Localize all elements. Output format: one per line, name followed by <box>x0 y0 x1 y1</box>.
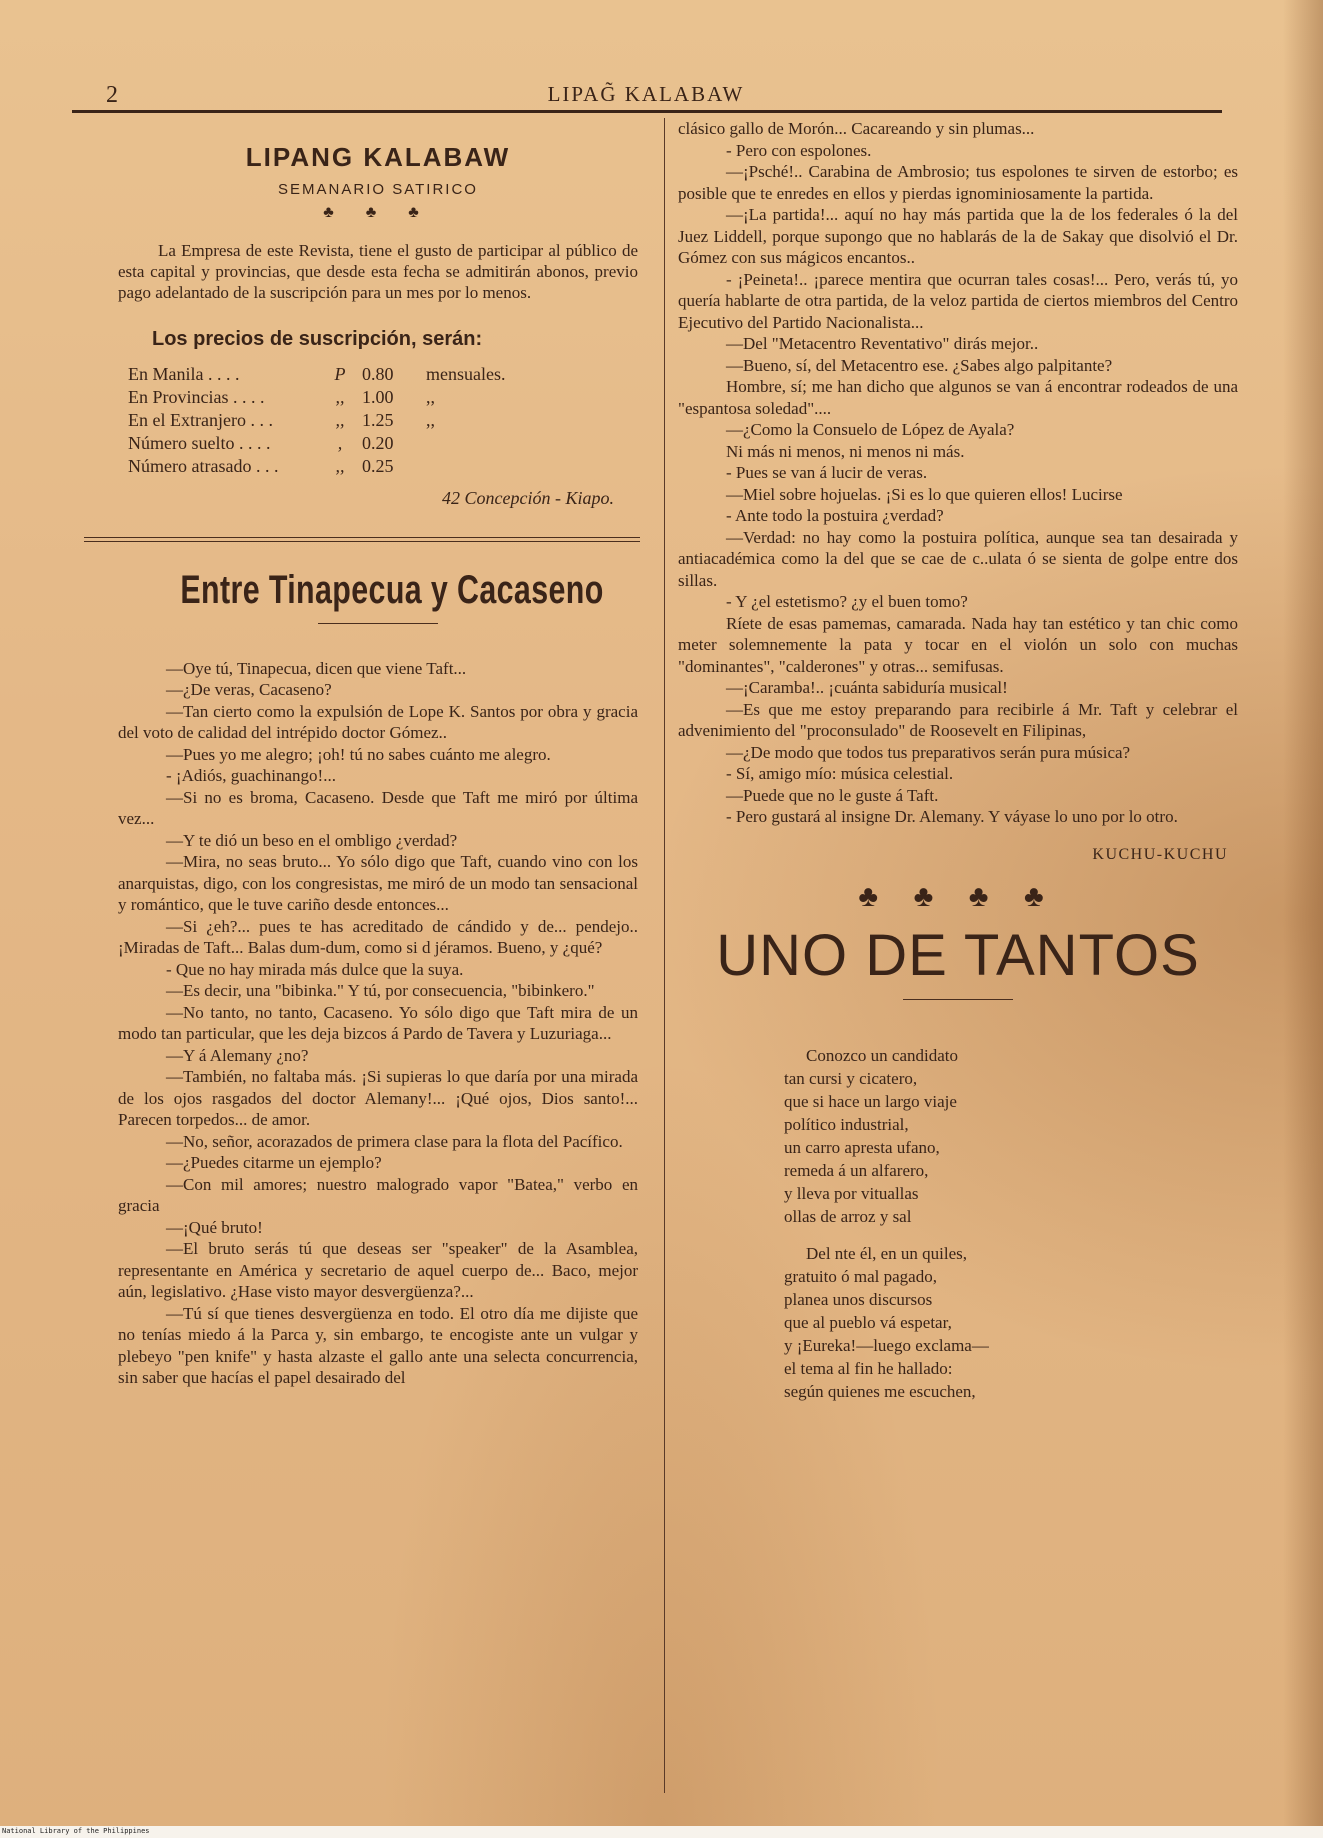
price-currency: ,, <box>335 455 345 476</box>
price-note <box>426 455 505 478</box>
price-row <box>128 455 505 478</box>
masthead-subtitle: SEMANARIO SATIRICO <box>278 181 478 198</box>
dialog-paragraph: —Si no es broma, Cacaseno. Desde que Taft me miró por última vez... <box>118 787 638 829</box>
price-row <box>128 409 505 432</box>
column-divider <box>664 118 665 1793</box>
dialog-paragraph: —Y á Alemany ¿no? <box>166 1045 309 1065</box>
price-currency: P <box>334 363 346 384</box>
dialog-paragraph: —Es decir, una "bibinka." Y tú, por consecuencia, "bibinkero." <box>166 981 595 1001</box>
poem-title: UNO DE TANTOS <box>716 922 1200 988</box>
dialog-paragraph: —¡Caramba!.. ¡cuánta sabiduría musical! <box>726 678 1008 697</box>
poem-line: que si hace un largo viaje <box>784 1091 957 1111</box>
dialog-paragraph: —Y te dió un beso en el ombligo ¿verdad? <box>166 830 458 850</box>
poem-line: Conozco un candidato <box>806 1045 959 1065</box>
dialog-paragraph: —¿Como la Consuelo de López de Ayala? <box>726 420 1015 439</box>
title-rule <box>318 623 438 624</box>
footer-strip <box>0 1826 1323 1838</box>
price-label: Número suelto . . . . <box>128 432 271 453</box>
price-amount: 0.80 <box>362 363 394 384</box>
dialog-paragraph: —Tan cierto como la expulsión de Lope K. Santos por obra y gracia del voto de calidad del intrépido doctor Gómez.. <box>118 701 638 743</box>
price-row <box>128 432 505 455</box>
article-body <box>118 658 638 1389</box>
dialog-paragraph: - Pero gustará al insigne Dr. Alemany. Y váyase lo uno por lo otro. <box>726 807 1178 826</box>
dialog-paragraph: —Si ¿eh?... pues te has acreditado de cándido y de... pendejo.. ¡Miradas de Taft... Balas dum-dum, como si d jéramos. Bueno, y ¿qué? <box>118 916 638 958</box>
dialog-paragraph: —No tanto, no tanto, Cacaseno. Yo sólo digo que Taft mira de un modo tan particular, que les deja bizcos á Pardo de Tavera y Luzuriaga... <box>118 1002 638 1044</box>
running-title: LIPAG̃ KALABAW <box>547 82 745 106</box>
poem-line: Del nte él, en un quiles, <box>806 1243 967 1263</box>
dialog-paragraph: —Miel sobre hojuelas. ¡Si es lo que quieren ellos! Lucirse <box>726 484 1123 504</box>
price-label: En el Extranjero . . . <box>128 409 273 430</box>
article-body-continued <box>678 118 1238 828</box>
price-row <box>128 363 505 386</box>
page-number: 2 <box>106 82 118 108</box>
poem-line: y ¡Eureka!—luego exclama— <box>784 1335 989 1355</box>
intro-paragraph: La Empresa de este Revista, tiene el gusto de participar al público de esta capital y provincias, que desde esta fecha se admitirán abonos, previo pago adelantado de la suscripción para un mes por lo menos. <box>118 241 638 303</box>
dialog-paragraph: —Puede que no le guste á Taft. <box>726 785 939 805</box>
poem-line: remeda á un alfarero, <box>784 1160 929 1180</box>
poem-title-rule <box>903 999 1013 1000</box>
right-column <box>678 118 1238 1417</box>
price-label: En Manila . . . . <box>128 363 240 384</box>
poem-line: según quienes me escuchen, <box>784 1381 976 1401</box>
masthead-title: LIPANG KALABAW <box>245 142 511 172</box>
poem-line: que al pueblo vá espetar, <box>784 1312 952 1332</box>
price-label: En Provincias . . . . <box>128 386 265 407</box>
poem-body <box>784 1044 1238 1403</box>
poem-line: un carro apresta ufano, <box>784 1137 940 1157</box>
prices-heading: Los precios de suscripción, serán: <box>152 327 483 350</box>
page-edge-stain <box>1283 0 1323 1838</box>
dialog-paragraph: —¡La partida!... aquí no hay más partida que la de los federales ó la del Juez Liddell, porque supongo que no hablarás de la de Sakay que disolvió el Dr. Gómez con sus mágicos encantos.. <box>678 205 1238 267</box>
prices-table <box>128 363 505 478</box>
section-separator <box>84 537 640 542</box>
dialog-paragraph: - Y ¿el estetismo? ¿y el buen tomo? <box>726 592 968 611</box>
dialog-paragraph: —Tú sí que tienes desvergüenza en todo. El otro día me dijiste que no tenías miedo á la Parca y, sin embargo, te encogiste ante un vulgar y plebeyo "pen knife" y hasta alzaste el gallo ante una selecta concurrencia, sin saber que hacías el papel desairado del <box>118 1303 638 1388</box>
price-currency: ,, <box>335 386 345 407</box>
poem-line: político industrial, <box>784 1114 909 1134</box>
poem-stanza <box>784 1044 1238 1228</box>
price-amount: 0.25 <box>362 455 394 476</box>
dialog-paragraph: —Mira, no seas bruto... Yo sólo digo que Taft, cuando vino con los anarquistas, digo, con los congresistas, me miró de un modo tan sensacional y romántico, que le tuve cariño desde entonces... <box>118 852 638 915</box>
price-amount: 0.20 <box>362 432 394 453</box>
article-title: Entre Tinapecua y Cacaseno <box>180 567 604 612</box>
dialog-paragraph: —Con mil amores; nuestro malogrado vapor "Batea," verbo en gracia <box>118 1174 638 1216</box>
dialog-paragraph: clásico gallo de Morón... Cacareando y sin plumas... <box>678 119 1035 138</box>
dialog-paragraph: - Que no hay mirada más dulce que la suya. <box>166 959 464 979</box>
dialog-paragraph: —También, no faltaba más. ¡Si supieras lo que daría por una mirada de los ojos rasgados del doctor Alemany!... ¡Qué ojos, Dios santo!... Parecen torpedos... de amor. <box>118 1067 638 1130</box>
poem-line: planea unos discursos <box>784 1289 933 1309</box>
dialog-paragraph: —No, señor, acorazados de primera clase para la flota del Pacífico. <box>166 1131 623 1151</box>
dialog-paragraph: —Verdad: no hay como la postuira política, aunque sea tan desairada y antiacadémica como la del que se cae de c..ulata ó se sienta de golpe entre dos sillas. <box>678 527 1238 590</box>
dialog-paragraph: - Sí, amigo mío: música celestial. <box>726 764 954 783</box>
dialog-paragraph: - Pero con espolones. <box>726 140 872 160</box>
price-label: Número atrasado . . . <box>128 455 279 476</box>
dialog-paragraph: Hombre, sí; me han dicho que algunos se van á encontrar rodeados de una "espantosa soledad".... <box>678 377 1238 418</box>
dialog-paragraph: - Ante todo la postuira ¿verdad? <box>726 506 944 525</box>
masthead-ornament-icon: ♣ ♣ ♣ <box>323 204 433 221</box>
price-amount: 1.25 <box>362 409 394 430</box>
poem-line: el tema al fin he hallado: <box>784 1358 953 1378</box>
dialog-paragraph: —¿De modo que todos tus preparativos serán pura música? <box>726 742 1131 762</box>
dialog-paragraph: —¡Psché!.. Carabina de Ambrosio; tus espolones te sirven de estorbo; es posible que te enredes en ellos y pierdas ignominiosamente la partida. <box>678 162 1238 203</box>
price-amount: 1.00 <box>362 386 394 407</box>
price-currency: , <box>337 432 343 453</box>
dialog-paragraph: —Del "Metacentro Reventativo" dirás mejor.. <box>726 334 1039 353</box>
address-line: 42 Concepción - Kiapo. <box>442 487 614 508</box>
poem-line: tan cursi y cicatero, <box>784 1068 918 1088</box>
dialog-paragraph: Ríete de esas pamemas, camarada. Nada hay tan estético y tan chic como meter solemnemente la pata y tocar en el violón un solo con muchas "dominantes", "calderones" y otras... semifusas. <box>678 613 1238 676</box>
dialog-paragraph: Ni más ni menos, ni menos ni más. <box>726 441 965 461</box>
dialog-paragraph: —Pues yo me alegro; ¡oh! tú no sabes cuánto me alegro. <box>166 744 551 764</box>
price-row <box>128 386 505 409</box>
price-note <box>426 432 505 455</box>
dialog-paragraph: - ¡Adiós, guachinango!... <box>166 766 336 786</box>
left-column <box>118 118 638 1389</box>
ornament-icon: ♣ ♣ ♣ ♣ <box>858 879 1058 913</box>
price-currency: ,, <box>335 409 345 430</box>
dialog-paragraph: —¿De veras, Cacaseno? <box>166 680 332 700</box>
price-note: ,, <box>426 409 435 430</box>
dialog-paragraph: —Es que me estoy preparando para recibirle á Mr. Taft y celebrar el advenimiento del "proconsulado" de Roosevelt en Filipinas, <box>678 699 1238 740</box>
dialog-paragraph: —¡Qué bruto! <box>166 1217 263 1237</box>
poem-line: ollas de arroz y sal <box>784 1206 912 1226</box>
poem-line: y lleva por vituallas <box>784 1183 919 1203</box>
price-note: ,, <box>426 386 435 407</box>
page-header <box>72 82 1220 112</box>
dialog-paragraph: —El bruto serás tú que deseas ser "speaker" de la Asamblea, representante en América y secretario de aquel cuerpo de... Baco, mejor aún, legislativo. ¿Hase visto mayor desvergüenza?... <box>118 1239 638 1302</box>
header-rule <box>72 110 1222 113</box>
article-signature: KUCHU-KUCHU <box>1092 845 1228 863</box>
poem-stanza <box>784 1242 1238 1403</box>
dialog-paragraph: —Oye tú, Tinapecua, dicen que viene Taft... <box>166 658 467 678</box>
poem-line: gratuito ó mal pagado, <box>784 1266 937 1286</box>
dialog-paragraph: - Pues se van á lucir de veras. <box>726 463 928 482</box>
dialog-paragraph: - ¡Peineta!.. ¡parece mentira que ocurran tales cosas!... Pero, verás tú, yo quería hablarte de otra partida, de la veloz partida de ciertos miembros del Centro Ejecutivo del Partido Nacionalista... <box>678 269 1238 332</box>
footer-credit: National Library of the Philippines <box>2 1827 150 1835</box>
price-note: mensuales. <box>426 363 506 384</box>
dialog-paragraph: —Bueno, sí, del Metacentro ese. ¿Sabes algo palpitante? <box>726 355 1113 375</box>
dialog-paragraph: —¿Puedes citarme un ejemplo? <box>166 1153 382 1173</box>
